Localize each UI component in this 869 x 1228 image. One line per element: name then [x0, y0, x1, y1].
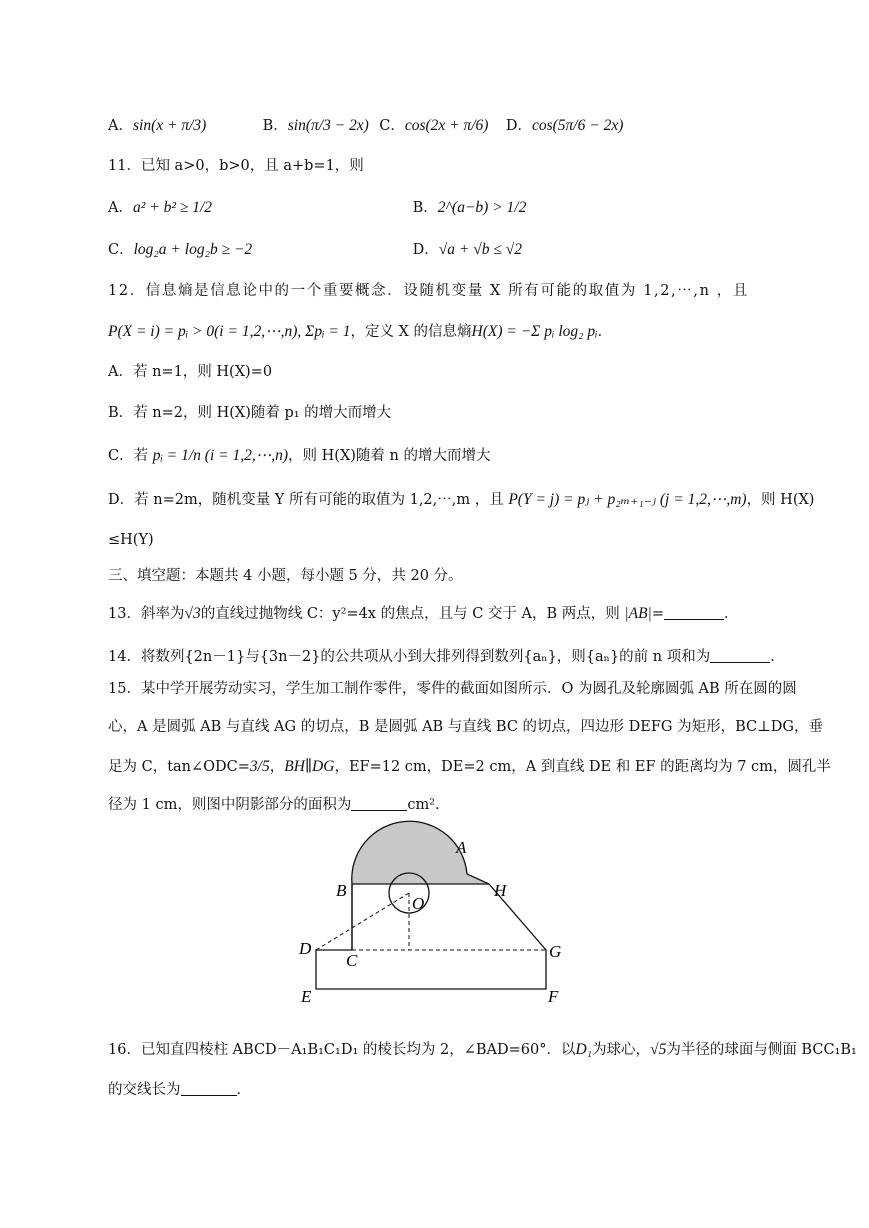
q16-line1: 16．已知直四棱柱 ABCD－A₁B₁C₁D₁ 的棱长均为 2，∠BAD=60°．以D₁为球心，√5为半径的球面与侧面 BCC₁B₁	[108, 1041, 857, 1058]
q11-option-a: A．a² + b² ≥ 1/2	[108, 199, 213, 216]
q12-option-b: B．若 n=2，则 H(X)随着 p₁ 的增大而增大	[108, 405, 392, 421]
q15-line3: 足为 C，tan∠ODC=3/5，BH∥DG，EF=12 cm，DE=2 cm，A 到直线 DE 和 EF 的距离均为 7 cm，圆孔半	[108, 758, 831, 775]
label-c: C	[346, 951, 358, 970]
q16-line2: 的交线长为 ．	[108, 1082, 251, 1098]
q16-answer-blank[interactable]	[181, 1081, 237, 1096]
q12-stem-line1: 12．信息熵是信息论中的一个重要概念．设随机变量 X 所有可能的取值为 1,2,⋯,n ，且	[108, 283, 749, 299]
q10-option-c: C．cos(2x + π/6)	[379, 117, 489, 134]
q10-option-b: B．sin(π/3 − 2x)	[262, 117, 369, 134]
q11-stem: 11．已知 a>0，b>0，且 a+b=1，则	[108, 158, 364, 174]
label-e: E	[301, 987, 312, 1006]
q12-stem-line2: P(X = i) = pᵢ > 0(i = 1,2,⋯,n), Σpᵢ = 1，定义 X 的信息熵H(X) = −Σ pᵢ log₂ pᵢ．	[108, 323, 613, 340]
q15-line2: 心，A 是圆弧 AB 与直线 AG 的切点，B 是圆弧 AB 与直线 BC 的切点，四边形 DEFG 为矩形，BC⊥DG，垂	[108, 719, 823, 735]
q14: 14．将数列{2n－1}与{3n－2}的公共项从小到大排列得到数列{aₙ}，则{aₙ}的前 n 项和为 ．	[108, 649, 785, 665]
segment-do	[316, 893, 409, 950]
shaded-region	[352, 821, 489, 884]
q13: 13．斜率为√3的直线过抛物线 C：y²=4x 的焦点，且与 C 交于 A，B 两点，则 |AB|= ．	[108, 605, 739, 622]
q10-option-d: D．cos(5π/6 − 2x)	[505, 117, 624, 134]
q12-option-d-cont: ≤H(Y)	[108, 532, 154, 548]
q10-option-a: A．sin(x + π/3)	[108, 117, 207, 134]
label-o: O	[412, 894, 425, 913]
part-outline	[316, 884, 546, 989]
q15-line1: 15．某中学开展劳动实习，学生加工制作零件，零件的截面如图所示．O 为圆孔及轮廓圆弧 AB 所在圆的圆	[108, 681, 797, 697]
label-f: F	[548, 987, 559, 1006]
q12-option-a: A．若 n=1，则 H(X)=0	[108, 364, 273, 380]
q15-line4: 径为 1 cm，则图中阴影部分的面积为 cm².	[108, 797, 440, 813]
q12-option-d: D．若 n=2m，随机变量 Y 所有可能的取值为 1,2,⋯,m ，且 P(Y = j) = pⱼ + p₂ₘ₊₁₋ⱼ (j = 1,2,⋯,m)，则 H(X)	[108, 491, 815, 508]
label-b: B	[336, 881, 347, 900]
label-g: G	[549, 942, 562, 961]
label-a: A	[456, 838, 467, 857]
q11-option-c: C．log₂a + log₂b ≥ −2	[108, 241, 253, 258]
label-h: H	[494, 881, 507, 900]
q11-option-b: B．2^(a−b) > 1/2	[412, 199, 527, 216]
label-d: D	[299, 939, 312, 958]
section-3-heading: 三、填空题：本题共 4 小题，每小题 5 分，共 20 分。	[108, 568, 463, 584]
q11-option-d: D．√a + √b ≤ √2	[412, 241, 522, 258]
q12-option-c: C．若 pᵢ = 1/n (i = 1,2,⋯,n)，则 H(X)随着 n 的增大而增大	[108, 447, 491, 464]
